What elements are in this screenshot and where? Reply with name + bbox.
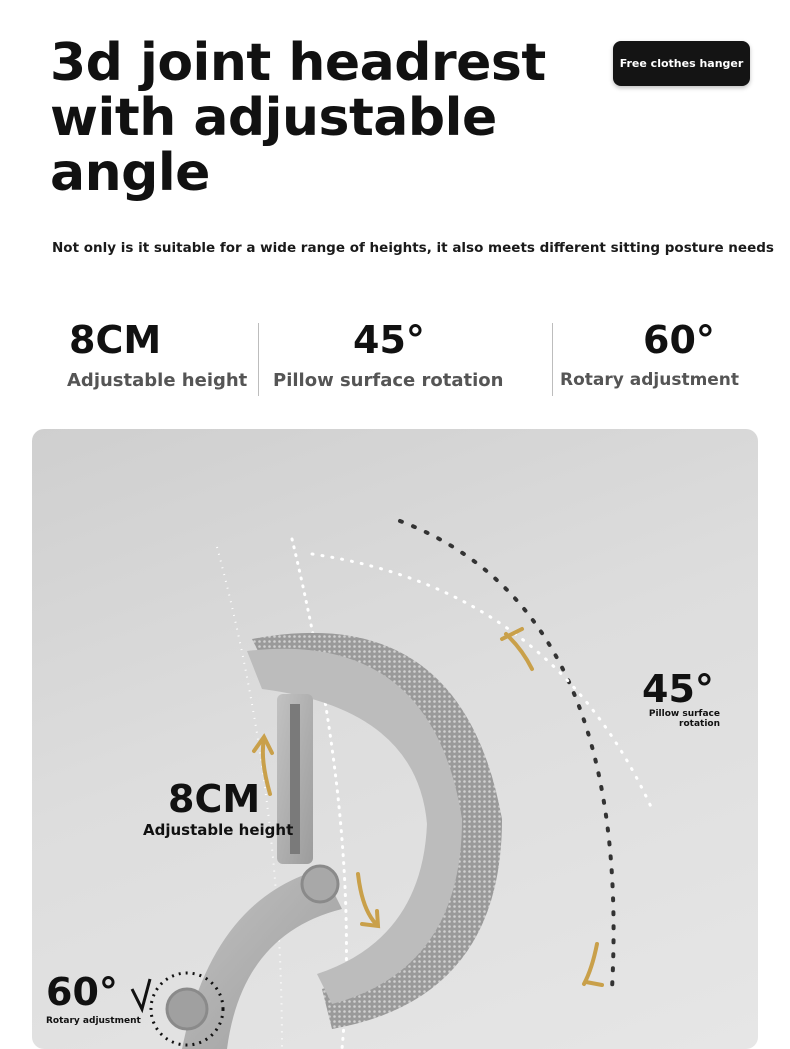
photo-rotation-annotation bbox=[642, 669, 714, 709]
stat-rotary-label: Rotary adjustment bbox=[560, 370, 740, 390]
title-line-2: with adjustable bbox=[50, 88, 497, 148]
stat-rotary-value: 60° bbox=[643, 318, 715, 362]
subtitle: Not only is it suitable for a wide range of heights, it also meets different sitting posture needs bbox=[52, 240, 774, 256]
title-line-3: angle bbox=[50, 143, 210, 203]
stat-rotation-label: Pillow surface rotation bbox=[273, 370, 504, 391]
photo-rotary-label-wrap bbox=[46, 1016, 141, 1026]
photo-height-label: Adjustable height bbox=[143, 821, 294, 839]
headrest-photo bbox=[32, 429, 758, 1049]
photo-rotation-label-wrap bbox=[632, 709, 720, 729]
stat-divider-2 bbox=[552, 323, 553, 396]
photo-height-value: 8CM bbox=[168, 777, 261, 821]
photo-rotation-label-line1: Pillow surface bbox=[648, 709, 720, 719]
stat-height bbox=[67, 318, 247, 391]
title-line-1: 3d joint headrest bbox=[50, 33, 546, 93]
stat-rotary bbox=[560, 318, 739, 390]
stat-rotation-value: 45° bbox=[353, 318, 425, 362]
stat-rotation bbox=[273, 318, 503, 391]
headrest-illustration bbox=[32, 429, 758, 1049]
stat-height-label: Adjustable height bbox=[67, 370, 248, 391]
photo-rotary-label: Rotary adjustment bbox=[46, 1016, 141, 1026]
stat-height-value: 8CM bbox=[69, 318, 162, 362]
free-hanger-badge: Free clothes hanger bbox=[613, 41, 750, 86]
photo-rotary-value: 60° bbox=[46, 970, 118, 1014]
photo-rotary-annotation bbox=[46, 972, 118, 1012]
photo-rotation-label-line2: rotation bbox=[679, 719, 720, 729]
stat-divider-1 bbox=[258, 323, 259, 396]
photo-height-annotation bbox=[168, 779, 260, 819]
photo-height-label-wrap bbox=[143, 821, 293, 839]
photo-rotation-value: 45° bbox=[642, 667, 714, 711]
page-title bbox=[50, 33, 570, 203]
